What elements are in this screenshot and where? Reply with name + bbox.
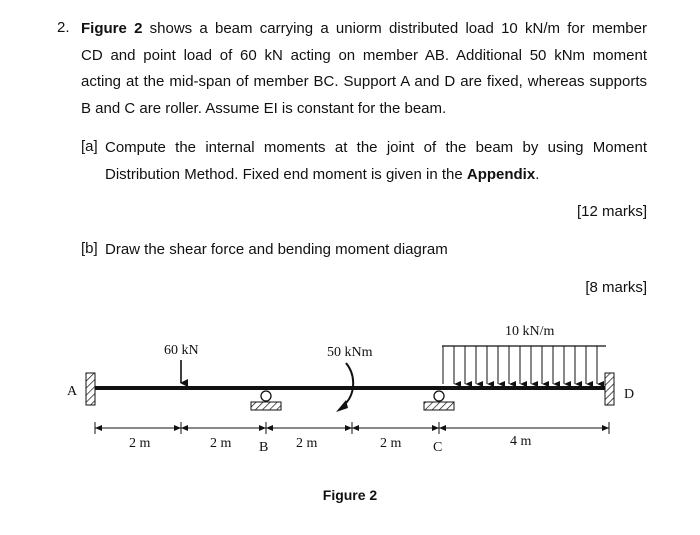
moment-label: 50 kNm (327, 345, 373, 360)
dim-ab1: 2 m (129, 436, 151, 451)
label-d: D (624, 387, 635, 402)
part-b-text: Draw the shear force and bending moment diagram (105, 241, 448, 258)
dim-bc1: 2 m (296, 436, 318, 451)
part-a-line-2: Distribution Method. Fixed end moment is given in the Appendix. (105, 166, 540, 183)
fixed-support-a (86, 373, 95, 405)
part-a-label: [a] (81, 138, 98, 155)
roller-support-b (251, 391, 281, 410)
intro-line-2: CD and point load of 60 kN acting on member AB. Additional 50 kNm moment (81, 46, 647, 64)
intro-line-4: B and C are roller. Assume EI is constant for the beam. (81, 99, 447, 117)
intro-line-1: Figure 2 shows a beam carrying a uniorm distributed load 10 kN/m for member (81, 20, 647, 37)
question-number: 2. (57, 19, 70, 36)
roller-support-c (424, 391, 454, 410)
dim-ab2: 2 m (210, 436, 232, 451)
dim-cd: 4 m (510, 434, 532, 449)
dimension-line (95, 422, 609, 434)
dim-bc2: 2 m (380, 436, 402, 451)
label-a: A (67, 384, 78, 399)
intro-line-3: acting at the mid-span of member BC. Support A and D are fixed, whereas supports (81, 73, 647, 90)
part-b-marks: [8 marks] (585, 279, 647, 296)
fixed-support-d (605, 373, 614, 405)
part-a-line-1: Compute the internal moments at the joint of the beam by using Moment (105, 139, 647, 156)
part-a-marks: [12 marks] (576, 203, 647, 220)
part-b-label: [b] (81, 240, 98, 257)
appendix-ref: Appendix (466, 166, 536, 183)
udl-label: 10 kN/m (505, 324, 555, 339)
label-c: C (433, 440, 443, 455)
figure-ref: Figure 2 (81, 20, 143, 37)
udl-load (442, 346, 606, 384)
label-b: B (259, 440, 269, 455)
point-load-label: 60 kN (164, 343, 199, 358)
figure-caption: Figure 2 (322, 487, 378, 503)
